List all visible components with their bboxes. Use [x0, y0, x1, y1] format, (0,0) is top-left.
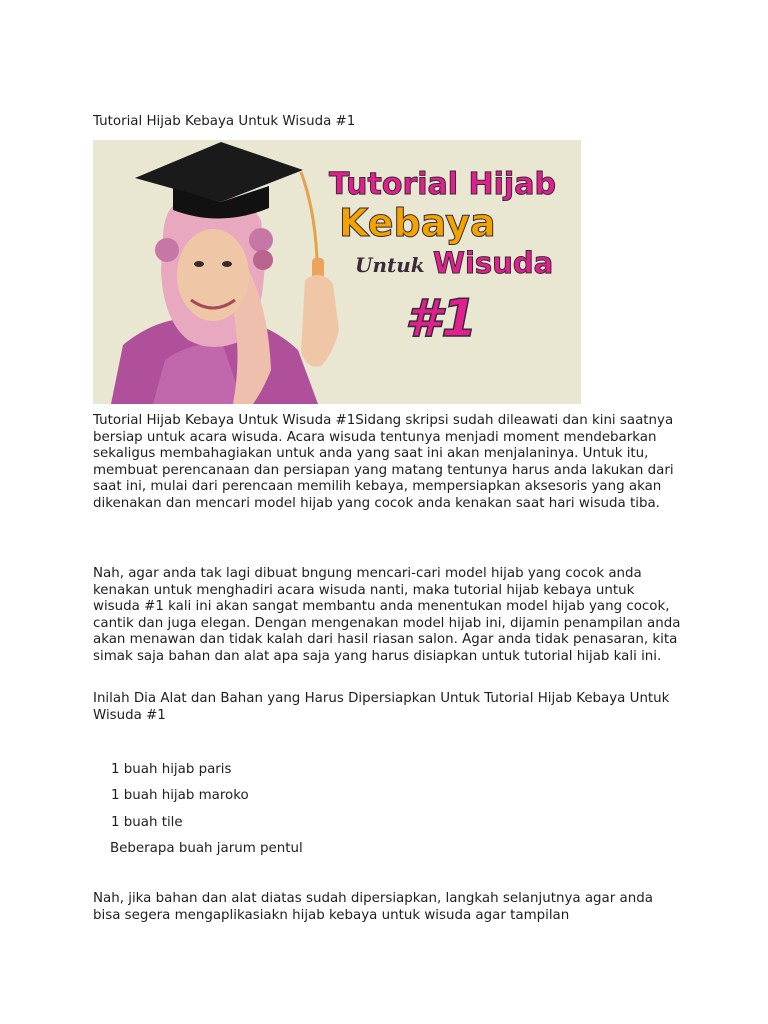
materials-list: [111, 761, 303, 866]
paragraph-heading-materials: Inilah Dia Alat dan Bahan yang Harus Dipersiapkan Untuk Tutorial Hijab Kebaya Untuk Wisuda #1: [93, 691, 670, 723]
banner-line-1: Tutorial Hijab: [329, 167, 556, 202]
paragraph-next-steps: Nah, jika bahan dan alat diatas sudah dipersiapkan, langkah selanjutnya agar anda bisa segera mengaplikasiakn hijab kebaya untuk wisuda agar tampilan: [93, 891, 653, 923]
list-item: 1 buah hijab paris: [111, 762, 232, 777]
list-item: 1 buah tile: [111, 814, 183, 830]
paragraph-second: Nah, agar anda tak lagi dibuat bngung mencari-cari model hijab yang cocok anda kenakan untuk menghadiri acara wisuda nanti, maka tutorial hijab kebaya untuk wisuda #1 kali ini akan sangat membantu anda menentukan model hijab yang cocok, cantik dan juga elegan. Dengan mengenakan model hijab ini, dijamin penampilan anda akan menawan dan tidak kalah dari hasil riasan salon. Agar anda tidak penasaran, kita simak saja bahan dan alat apa saja yang harus disiapkan untuk tutorial hijab kali ini.: [93, 566, 681, 664]
paragraph-intro: Tutorial Hijab Kebaya Untuk Wisuda #1Sidang skripsi sudah dileawati dan kini saatnya bersiap untuk acara wisuda. Acara wisuda tentunya menjadi moment mendebarkan sekaligus membahagiakan untuk anda yang saat ini akan menjalaninya. Untuk itu, membuat perencanaan dan persiapan yang matang tentunya harus anda lakukan dari saat ini, mulai dari perencaan memilih kebaya, mempersiapkan aksesoris yang akan dikenakan dan mencari model hijab yang cocok anda kenakan saat hari wisuda tiba.: [93, 413, 674, 511]
post-title: Tutorial Hijab Kebaya Untuk Wisuda #1: [93, 114, 356, 129]
banner-line-4: #1: [405, 289, 478, 349]
list-item: Beberapa buah jarum pentul: [110, 840, 303, 856]
banner-image: [93, 140, 581, 404]
banner-line-2: Kebaya: [339, 201, 496, 245]
banner-line-3a: Untuk: [355, 253, 425, 277]
list-item: 1 buah hijab maroko: [111, 788, 249, 804]
banner-line-3b: Wisuda: [433, 246, 554, 280]
